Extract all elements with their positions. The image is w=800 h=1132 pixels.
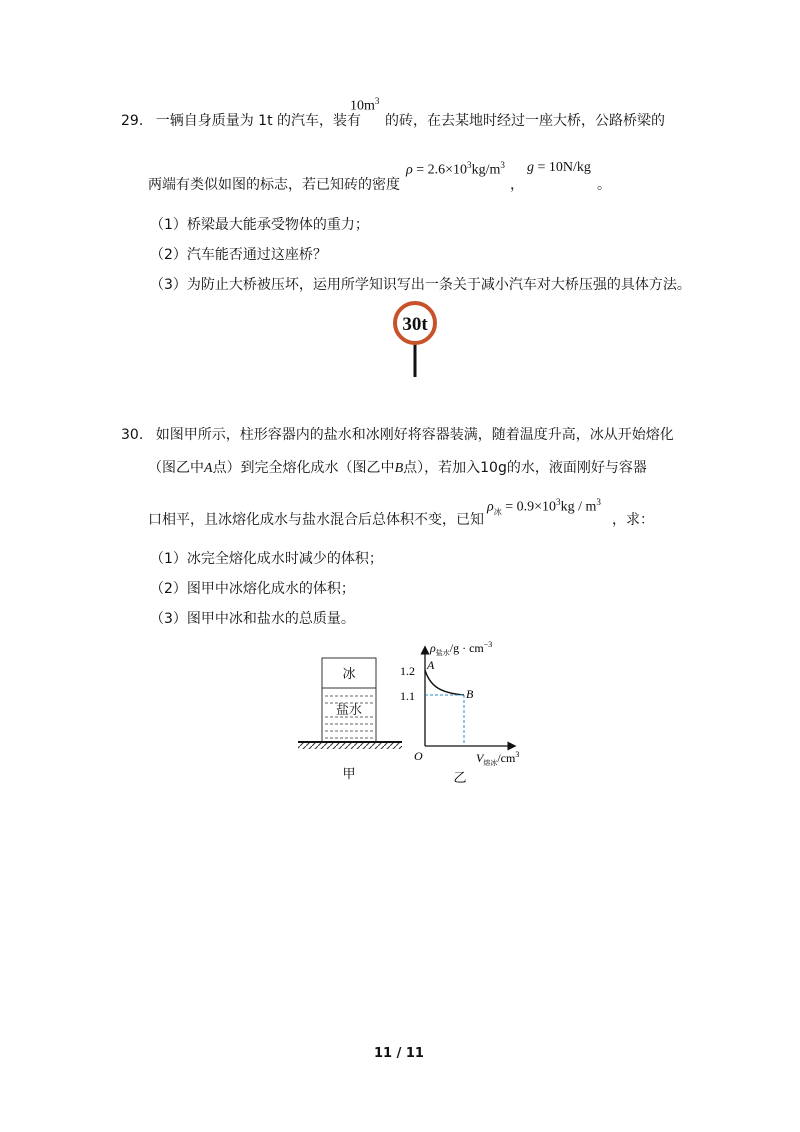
page-number: 11 / 11 xyxy=(374,1046,424,1061)
q30-line3: 口相平，且冰熔化成水与盐水混合后总体积不变，已知 xyxy=(148,512,484,528)
y-axis-title: $\rho_{盐水}/g \cdot cm^{-3}$ xyxy=(430,640,493,657)
brine-label: 盐水 xyxy=(335,703,363,718)
q29-line1 xyxy=(121,110,361,130)
point-b-label: B xyxy=(466,687,474,701)
sign-label: 30t xyxy=(402,314,428,335)
figure-a-container xyxy=(294,650,406,785)
ice-label: 冰 xyxy=(342,667,356,682)
x-axis-title: $V_{熔冰}/cm^3$ xyxy=(476,750,520,767)
q29-item-3: （3）为防止大桥被压坏，运用所学知识写出一条关于减小汽车对大桥压强的具体方法。 xyxy=(150,277,691,293)
q29-mass: 1t xyxy=(258,113,273,129)
figure-b-caption: 乙 xyxy=(453,771,467,786)
q30-number: 30. xyxy=(121,427,144,443)
q30-line3-end: ，求： xyxy=(612,512,654,528)
q29-period: 。 xyxy=(597,177,611,193)
q30-line1: 30. 如图甲所示，柱形容器内的盐水和冰刚好将容器装满，随着温度升高，冰从开始熔化 xyxy=(121,427,674,443)
q30-item-2: （2）图甲中冰熔化成水的体积； xyxy=(150,581,355,597)
figure-b-graph xyxy=(392,640,542,788)
q29-number: 29. xyxy=(121,113,144,129)
tick-1-2: 1.2 xyxy=(400,664,415,678)
q30-item-1: （1）冰完全熔化成水时减少的体积； xyxy=(150,551,383,567)
q30-ice-density: $\rho_冰 = 0.9\times 10^3kg / m^3$ xyxy=(487,497,601,517)
q29-line1-rest: 的砖，在去某地时经过一座大桥，公路桥梁的 xyxy=(385,113,665,129)
origin-label: O xyxy=(414,749,423,763)
q29-item-2: （2）汽车能否通过这座桥？ xyxy=(150,247,327,263)
ground-hatch xyxy=(298,743,402,749)
q29-line2: 两端有类似如图的标志，若已知砖的密度 xyxy=(148,177,400,193)
density-curve xyxy=(425,670,464,695)
tick-1-1: 1.1 xyxy=(400,689,415,703)
figure-a-caption: 甲 xyxy=(342,767,356,782)
q29-volume: $10m^3$ xyxy=(350,96,380,114)
q30-line2: （图乙中A点）到完全熔化成水（图乙中B点），若加入10g的水，液面刚好与容器 xyxy=(148,460,647,476)
point-a-label: A xyxy=(427,658,435,672)
q29-comma: ， xyxy=(510,177,524,193)
q29-item-1: （1）桥梁最大能承受物体的重力； xyxy=(150,217,369,233)
weight-limit-sign xyxy=(385,300,445,380)
q29-text-b: 的汽车，装有 xyxy=(277,113,362,129)
q30-item-3: （3）图甲中冰和盐水的总质量。 xyxy=(150,611,355,627)
q29-g-formula: g = 10N/kg xyxy=(527,160,591,175)
q29-density-formula: $\rho = 2.6\times 10^3kg/m^3$ xyxy=(406,160,505,178)
q29-text-a: 一辆自身质量为 xyxy=(155,113,254,129)
